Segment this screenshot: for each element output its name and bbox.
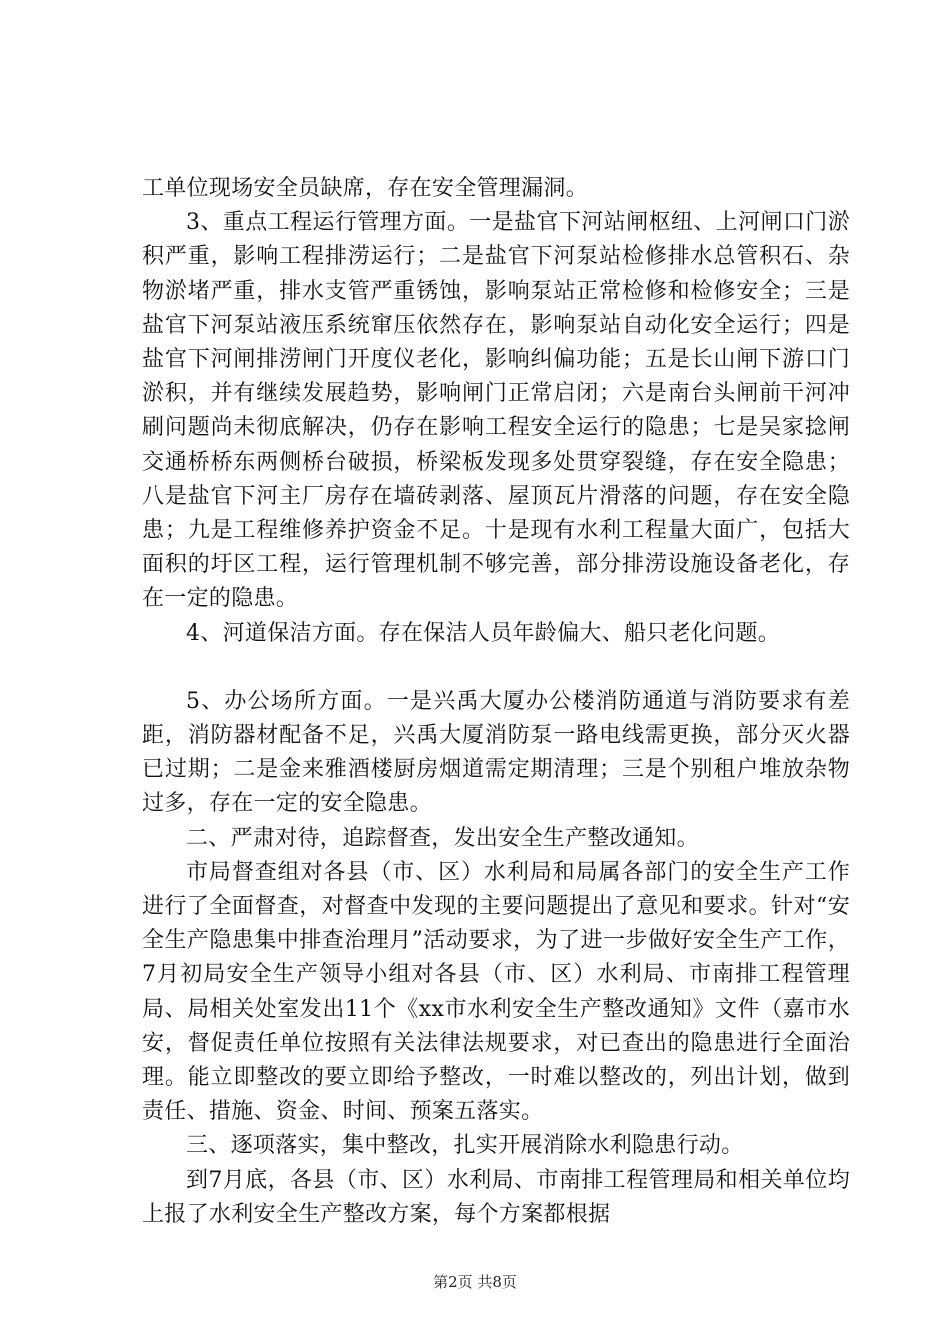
paragraph-continuation: 工单位现场安全员缺席，存在安全管理漏洞。 [142, 176, 589, 201]
paragraph-engineering-operation: 3、重点工程运行管理方面。一是盐官下河站闸枢纽、上河闸口门淤积严重，影响工程排涝运行；二是盐官下河泵站检修排水总管积石、杂物淤堵严重，排水支管严重锈蚀，影响泵站正常检修和检修安全；三是盐官下河泵站液压系统窜压依然存在，影响泵站自动化安全运行；四是盐官下河闸排涝闸门开度仪老化，影响纠偏功能；五是长山闸下游口门淤积，并有继续发展趋势，影响闸门正常启闭；六是南台头闸前干河冲刷问题尚未彻底解决，仍存在影响工程安全运行的隐患；七是吴家捻闸交通桥桥东两侧桥台破损，桥梁板发现多处贯穿裂缝，存在安全隐患；八是盐官下河主厂房存在墙砖剥落、屋顶瓦片滑落的问题，存在安全隐患；九是工程维修养护资金不足。十是现有水利工程量大面广，包括大面积的圩区工程，运行管理机制不够完善，部分排涝设施设备老化，存在一定的隐患。 [142, 210, 850, 612]
document-body [142, 172, 850, 1232]
paragraph-office-premises: 5、办公场所方面。一是兴禹大厦办公楼消防通道与消防要求有差距，消防器材配备不足，兴禹大厦消防泵一路电线需更换，部分灭火器已过期；二是金来雅酒楼厨房烟道需定期清理；三是个别租户堆放杂物过多，存在一定的安全隐患。 [142, 688, 850, 817]
page-number-footer: 第2页 共8页 [433, 1273, 517, 1291]
paragraph-rectification-plans: 到7月底，各县（市、区）水利局、市南排工程管理局和相关单位均上报了水利安全生产整改方案，每个方案都根据 [142, 1167, 850, 1227]
paragraph-supervision: 市局督查组对各县（市、区）水利局和局属各部门的安全生产工作进行了全面督查，对督查中发现的主要问题提出了意见和要求。针对“安全生产隐患集中排查治理月”活动要求，为了进一步做好安全生产工作，7月初局安全生产领导小组对各县（市、区）水利局、市南排工程管理局、局相关处室发出11个《xx市水利安全生产整改通知》文件（嘉市水安，督促责任单位按照有关法律法规要求，对已查出的隐患进行全面治理。能立即整改的要立即给予整改，一时难以整改的，列出计划，做到责任、措施、资金、时间、预案五落实。 [142, 859, 850, 1125]
section-heading-rectification-notice: 二、严肃对待，追踪督查，发出安全生产整改通知。 [186, 825, 699, 851]
section-heading-hazard-elimination: 三、逐项落实，集中整改，扎实开展消除水利隐患行动。 [186, 1133, 744, 1159]
paragraph-river-cleaning: 4、河道保洁方面。存在保洁人员年龄偏大、船只老化问题。 [186, 620, 781, 646]
